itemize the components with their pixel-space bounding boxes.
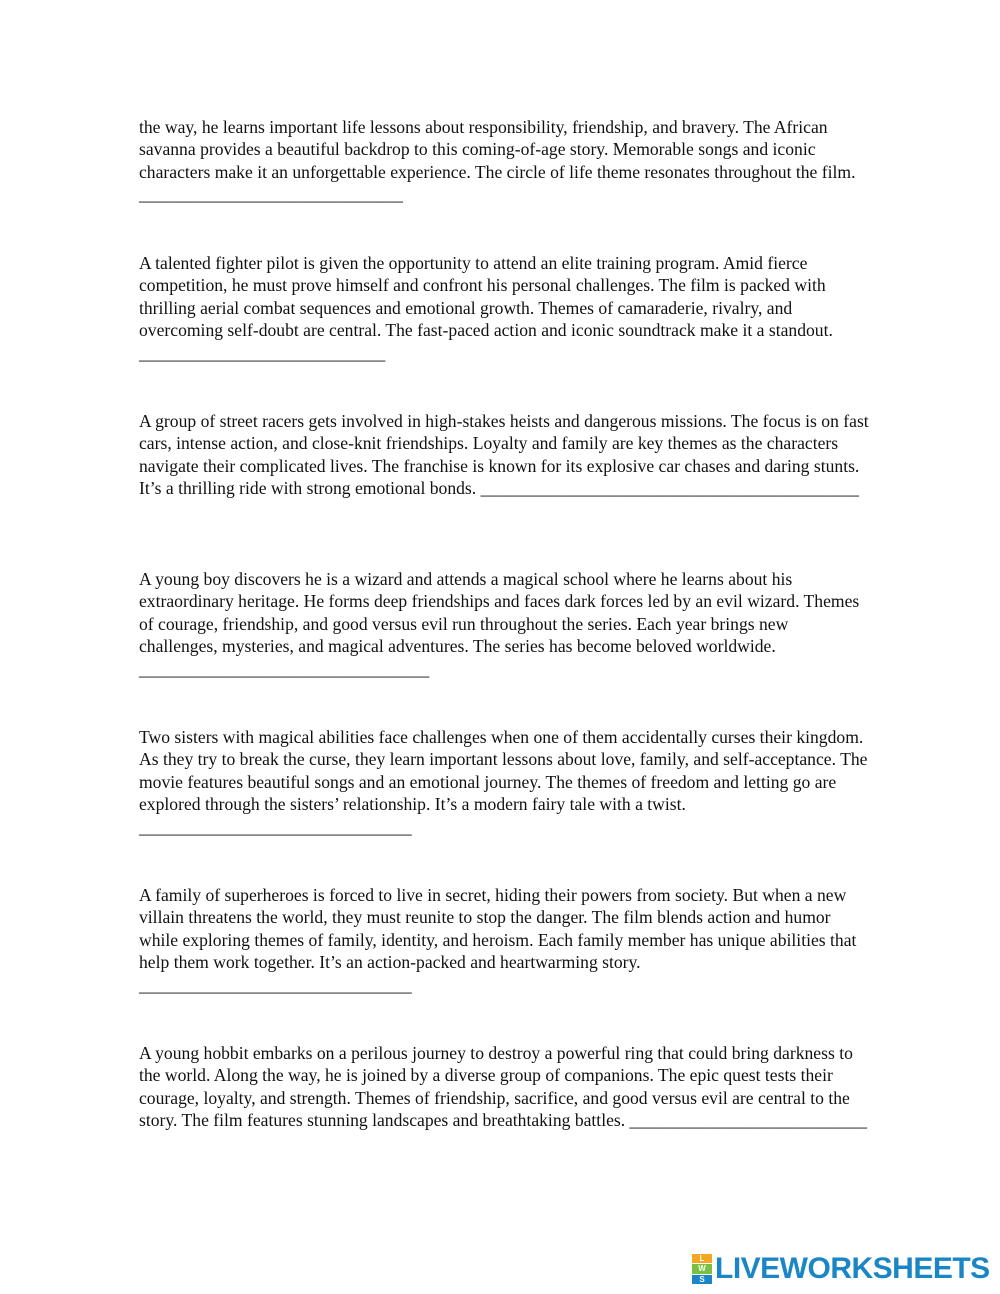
answer-blank[interactable]: ______________________________ — [139, 184, 403, 205]
paragraph-text: A group of street racers gets involved in high-stakes heists and dangerous missions. The focus is on fast cars, intense action, and close-knit friendships. Loyalty and family are key themes as the characters navigate their complicated lives. The franchise is known for its explosive car chases and daring stunts. It’s a thrilling ride with strong emotional bonds. — [139, 411, 874, 499]
paragraph-7 — [139, 1042, 869, 1132]
logo-mark-w: W — [692, 1264, 712, 1273]
logo-mark-l: L — [692, 1254, 712, 1263]
answer-blank[interactable]: ___________________________________________ — [480, 478, 859, 499]
paragraph-6 — [139, 884, 869, 996]
paragraph-text: Two sisters with magical abilities face challenges when one of them accidentally curses their kingdom. As they try to break the curse, they learn important lessons about love, family, and self-acceptance. The movie features beautiful songs and an emotional journey. The themes of freedom and letting go are explored through the sisters’ relationship. It’s a modern fairy tale with a twist. — [139, 727, 872, 815]
paragraph-text: A young hobbit embarks on a perilous journey to destroy a powerful ring that could bring darkness to the world. Along the way, he is joined by a diverse group of companions. The epic quest tests their courage, loyalty, and strength. Themes of friendship, sacrifice, and good versus evil are central to the story. The film features stunning landscapes and breathtaking battles. — [139, 1043, 858, 1131]
answer-blank[interactable]: _________________________________ — [139, 658, 430, 679]
logo-mark-icon — [692, 1254, 712, 1284]
paragraph-4 — [139, 568, 869, 680]
paragraph-text: A talented fighter pilot is given the opportunity to attend an elite training program. Amid fierce competition, he must prove himself and confront his personal challenges. The film is packed with thrilling aerial combat sequences and emotional growth. Themes of camaraderie, rivalry, and overcoming self-doubt are central. The fast-paced action and iconic soundtrack make it a standout. — [139, 253, 833, 341]
paragraph-1 — [139, 116, 869, 206]
logo-text: LIVEWORKSHEETS — [715, 1252, 990, 1285]
paragraph-5 — [139, 726, 872, 838]
logo-mark-s: S — [692, 1275, 712, 1284]
answer-blank[interactable]: _______________________________ — [139, 974, 412, 995]
paragraph-text: the way, he learns important life lessons about responsibility, friendship, and bravery. The African savanna provides a beautiful backdrop to this coming-of-age story. Memorable songs and iconic characters make it an unforgettable experience. The circle of life theme resonates throughout the film. — [139, 117, 856, 182]
answer-blank[interactable]: ___________________________ — [629, 1110, 868, 1131]
paragraph-text: A young boy discovers he is a wizard and attends a magical school where he learns about his extraordinary heritage. He forms deep friendships and faces dark forces led by an evil wizard. Themes of courage, friendship, and good versus evil run throughout the series. Each year brings new challenges, mysteries, and magical adventures. The series has become beloved worldwide. — [139, 569, 864, 657]
paragraph-2 — [139, 252, 869, 364]
answer-blank[interactable]: _______________________________ — [139, 816, 412, 837]
answer-blank[interactable]: ____________________________ — [139, 342, 386, 363]
paragraph-text: A family of superheroes is forced to live in secret, hiding their powers from society. But when a new villain threatens the world, they must reunite to stop the danger. The film blends action and humor while exploring themes of family, identity, and heroism. Each family member has unique abilities that help them work together. It’s an action-packed and heartwarming story. — [139, 885, 861, 973]
liveworksheets-logo[interactable] — [692, 1252, 990, 1286]
paragraph-3 — [139, 410, 874, 500]
